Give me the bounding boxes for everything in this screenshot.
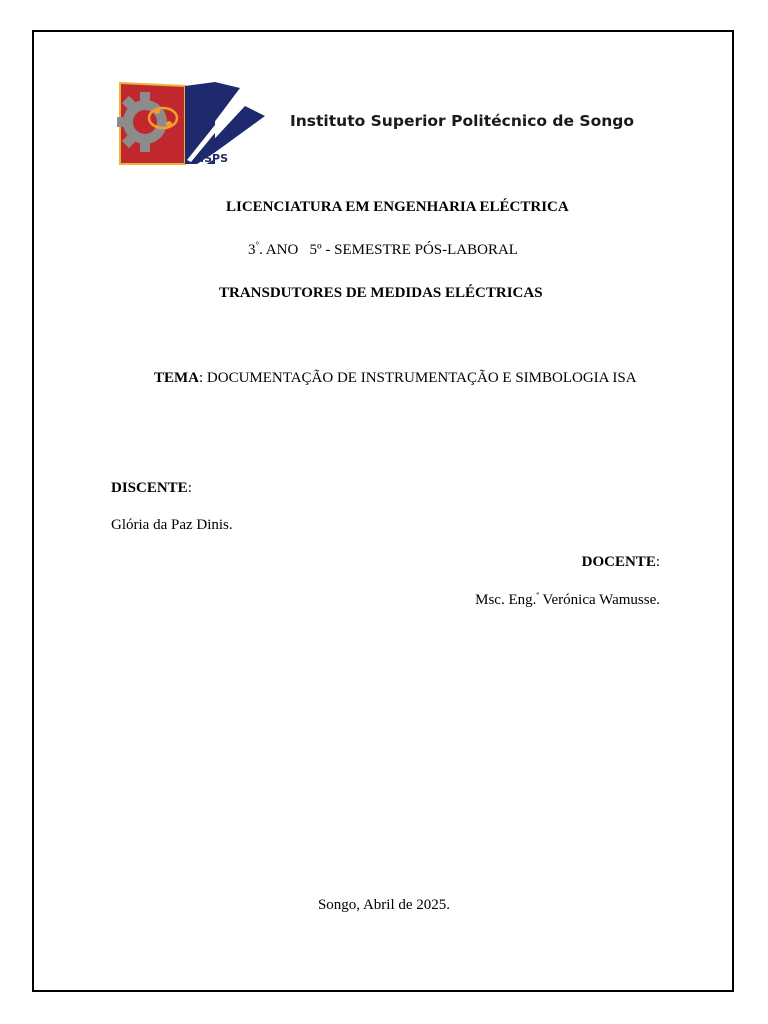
teacher-label-line bbox=[582, 554, 660, 571]
theme-label: TEMA bbox=[154, 370, 199, 386]
year-number: 3 bbox=[248, 242, 256, 258]
teacher-title-superscript: ª bbox=[536, 590, 539, 600]
year-rest: . ANO 5º - SEMESTRE PÓS-LABORAL bbox=[259, 242, 518, 258]
student-label: DISCENTE bbox=[111, 480, 188, 496]
theme-line bbox=[154, 370, 637, 387]
page-border bbox=[32, 30, 734, 992]
place-date: Songo, Abril de 2025. bbox=[317, 897, 451, 913]
theme-value: : DOCUMENTAÇÃO DE INSTRUMENTAÇÃO E SIMBOLOGIA ISA bbox=[199, 370, 637, 386]
year-semester bbox=[248, 242, 518, 259]
student-colon: : bbox=[187, 480, 192, 496]
teacher-name-line bbox=[475, 592, 660, 609]
isps-logo bbox=[115, 78, 270, 170]
student-name: Glória da Paz Dinis. bbox=[111, 517, 233, 533]
subject-title: TRANSDUTORES DE MEDIDAS ELÉCTRICAS bbox=[219, 285, 543, 301]
year-superscript: ° bbox=[255, 240, 260, 250]
teacher-colon: : bbox=[655, 554, 660, 570]
teacher-title: Msc. Eng. bbox=[475, 592, 537, 608]
student-label-line bbox=[111, 480, 192, 497]
teacher-label: DOCENTE bbox=[581, 554, 656, 570]
logo-text: ISPS bbox=[200, 152, 228, 165]
teacher-name: Verónica Wamusse. bbox=[538, 592, 660, 608]
institution-name: Instituto Superior Politécnico de Songo bbox=[290, 112, 635, 130]
degree-title: LICENCIATURA EM ENGENHARIA ELÉCTRICA bbox=[226, 199, 569, 215]
